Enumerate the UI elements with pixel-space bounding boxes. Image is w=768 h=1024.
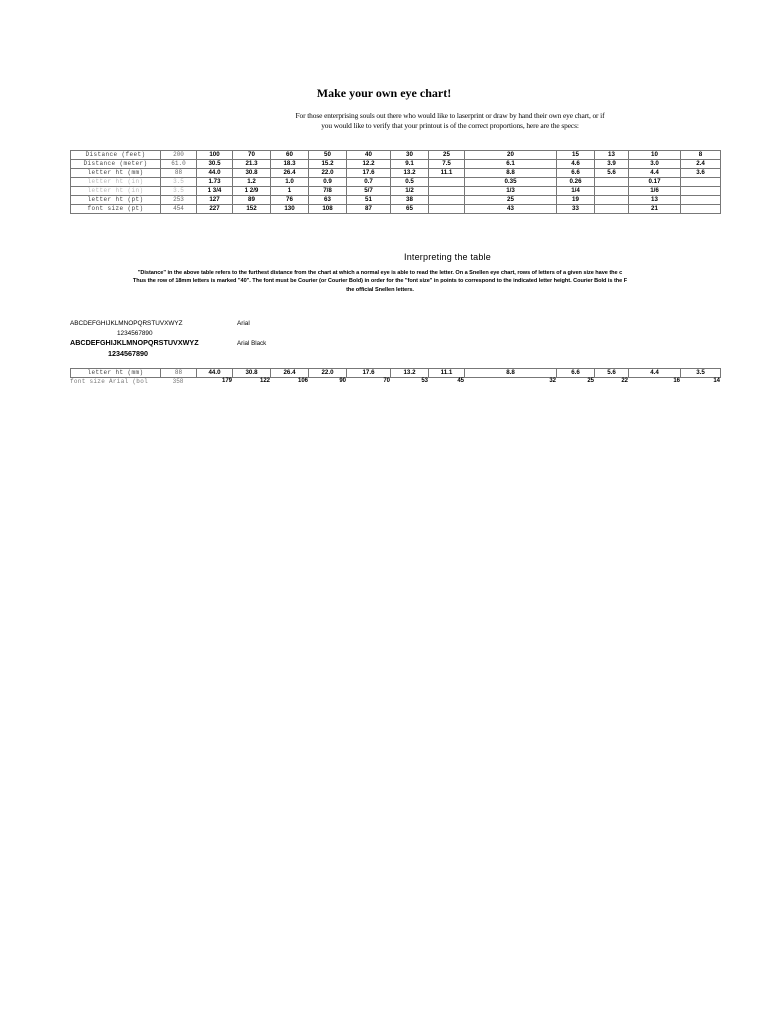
table-cell: 1/3 — [465, 187, 557, 196]
table-cell: 40 — [347, 151, 391, 160]
arial-sample-letters: ABCDEFGHIJKLMNOPQRSTUVXWYZ — [70, 320, 183, 327]
table-cell: 70 — [383, 378, 390, 384]
table-cell: 0.9 — [309, 178, 347, 187]
table-cell: 63 — [309, 196, 347, 205]
table-cell: 5.6 — [595, 169, 629, 178]
table-cell: 60 — [271, 151, 309, 160]
table-cell: 127 — [197, 196, 233, 205]
table-cell: 21.3 — [233, 160, 271, 169]
arial-sample-label: Arial — [237, 320, 250, 327]
table-cell: 53 — [421, 378, 428, 384]
row-label: Distance (feet) — [71, 151, 161, 160]
arial-black-sample-letters: ABCDEFGHIJKLMNOPQRSTUVXWYZ — [70, 338, 199, 347]
table-cell: 11.1 — [429, 169, 465, 178]
table-cell: 25 — [587, 378, 594, 384]
table-cell: 358 — [172, 378, 184, 385]
intro-line-2: you would like to verify that your printout is of the correct proportions, here are the specs: — [321, 121, 579, 130]
table-cell: 88 — [161, 369, 197, 378]
table-cell: 15.2 — [309, 160, 347, 169]
table-cell: 8.8 — [465, 369, 557, 378]
table-cell: 44.0 — [197, 169, 233, 178]
table-cell: 6.1 — [465, 160, 557, 169]
table-row — [70, 377, 720, 386]
table-cell: 0.26 — [557, 178, 595, 187]
table-cell: 22 — [621, 378, 628, 384]
table-cell: 106 — [297, 378, 308, 384]
table-cell: 21 — [629, 205, 681, 214]
table-cell: 44.0 — [197, 369, 233, 378]
table-cell: 25 — [429, 151, 465, 160]
page-title: Make your own eye chart! — [316, 86, 452, 100]
table-cell: 13.2 — [391, 169, 429, 178]
table-cell: 3.6 — [681, 169, 721, 178]
table-cell: 76 — [271, 196, 309, 205]
table-cell: 1.2 — [233, 178, 271, 187]
table-cell: 5.6 — [595, 369, 629, 378]
row-label: letter ht (in) — [71, 178, 161, 187]
table-cell: 14 — [713, 378, 720, 384]
table-cell: 3.9 — [595, 160, 629, 169]
table-cell: 89 — [233, 196, 271, 205]
table-cell: 50 — [309, 151, 347, 160]
table-cell: 20 — [465, 151, 557, 160]
table-cell: 65 — [391, 205, 429, 214]
table-cell — [681, 205, 721, 214]
table-cell: 25 — [465, 196, 557, 205]
table-cell: 122 — [259, 378, 270, 384]
table-cell: 108 — [309, 205, 347, 214]
table-cell: 7/8 — [309, 187, 347, 196]
table-cell: 1/2 — [391, 187, 429, 196]
interpreting-line-1: "Distance" in the above table refers to the furthest distance from the chart at which a normal eye is able to read the letter. On a Snellen eye chart, rows of letters of a given size have the c — [137, 270, 623, 276]
interpreting-line-2: Thus the row of 18mm letters is marked "40". The font must be Courier (or Courier Bold) in order for the "font size" in points to correspond to the indicated letter height. Courier Bold is the F — [132, 278, 628, 285]
table-cell: 32 — [549, 378, 556, 384]
interpreting-line-3: the official Snellen letters. — [346, 286, 414, 293]
table-cell: 1 — [271, 187, 309, 196]
table-cell: 13.2 — [391, 369, 429, 378]
table-cell: 253 — [161, 196, 197, 205]
table-cell: 1/6 — [629, 187, 681, 196]
table-cell — [681, 196, 721, 205]
table-cell: 6.6 — [557, 169, 595, 178]
row-label: letter ht (mm) — [71, 169, 161, 178]
table-cell: 90 — [339, 378, 346, 384]
table-cell: 179 — [221, 378, 232, 384]
table-cell: 30.8 — [233, 169, 271, 178]
arial-font-size-table — [70, 377, 720, 386]
arial-sample-digits: 1234567890 — [117, 330, 153, 337]
table-cell: 51 — [347, 196, 391, 205]
table-cell: 22.0 — [309, 169, 347, 178]
table-cell: 130 — [271, 205, 309, 214]
table-cell: 152 — [233, 205, 271, 214]
table-cell: 3.5 — [161, 178, 197, 187]
table-cell: 4.4 — [629, 169, 681, 178]
interpreting-text — [60, 269, 686, 294]
row-label: letter ht (pt) — [71, 196, 161, 205]
row-label: font size (pt) — [71, 205, 161, 214]
table-cell: 87 — [347, 205, 391, 214]
table-cell: 16 — [673, 378, 680, 384]
table-cell: 38 — [391, 196, 429, 205]
table-cell: 8 — [681, 151, 721, 160]
table-cell: 30 — [391, 151, 429, 160]
table-cell: 6.6 — [557, 369, 595, 378]
table-cell: 200 — [161, 151, 197, 160]
table-cell: 100 — [197, 151, 233, 160]
table-cell: 19 — [557, 196, 595, 205]
table-cell: 7.5 — [429, 160, 465, 169]
table-cell: 13 — [595, 151, 629, 160]
row-label: font size Arial (bol — [70, 378, 149, 385]
table-cell: 70 — [233, 151, 271, 160]
table-cell: 10 — [629, 151, 681, 160]
arial-black-sample-label: Arial Black — [237, 340, 267, 347]
table-cell: 0.17 — [629, 178, 681, 187]
interpreting-heading: Interpreting the table — [404, 252, 491, 262]
table-cell: 4.6 — [557, 160, 595, 169]
table-cell: 454 — [161, 205, 197, 214]
table-cell: 12.2 — [347, 160, 391, 169]
table-cell: 3.5 — [161, 187, 197, 196]
table-cell: 8.8 — [465, 169, 557, 178]
table-cell: 227 — [197, 205, 233, 214]
table-cell: 3.5 — [681, 369, 721, 378]
table-cell: 0.5 — [391, 178, 429, 187]
arial-black-sample-digits: 1234567890 — [108, 349, 148, 358]
table-cell: 4.4 — [629, 369, 681, 378]
table-cell: 1.73 — [197, 178, 233, 187]
table-cell: 1.0 — [271, 178, 309, 187]
table-cell: 0.35 — [465, 178, 557, 187]
table-cell: 11.1 — [429, 369, 465, 378]
table-cell: 88 — [161, 169, 197, 178]
table-cell: 1/4 — [557, 187, 595, 196]
table-cell: 5/7 — [347, 187, 391, 196]
table-cell: 1 2/9 — [233, 187, 271, 196]
table-cell: 30.8 — [233, 369, 271, 378]
table-cell: 9.1 — [391, 160, 429, 169]
table-cell: 17.6 — [347, 369, 391, 378]
table-cell: 30.5 — [197, 160, 233, 169]
table-cell: 45 — [457, 378, 464, 384]
table-cell: 22.0 — [309, 369, 347, 378]
table-cell: 3.0 — [629, 160, 681, 169]
table-cell — [681, 187, 721, 196]
table-cell: 26.4 — [271, 369, 309, 378]
table-cell — [681, 178, 721, 187]
table-cell: 13 — [629, 196, 681, 205]
row-label: letter ht (mm) — [71, 369, 161, 378]
table-cell: 0.7 — [347, 178, 391, 187]
row-label: Distance (meter) — [71, 160, 161, 169]
table-cell: 61.0 — [161, 160, 197, 169]
table-cell: 33 — [557, 205, 595, 214]
table-cell: 26.4 — [271, 169, 309, 178]
table-cell: 17.6 — [347, 169, 391, 178]
table-cell: 2.4 — [681, 160, 721, 169]
row-label: letter ht (in) — [71, 187, 161, 196]
table-cell: 1 3/4 — [197, 187, 233, 196]
table-cell: 43 — [465, 205, 557, 214]
table-cell: 18.3 — [271, 160, 309, 169]
table-cell: 15 — [557, 151, 595, 160]
intro-line-1: For those enterprising souls out there who would like to laserprint or draw by hand their own eye chart, or if — [295, 111, 605, 120]
